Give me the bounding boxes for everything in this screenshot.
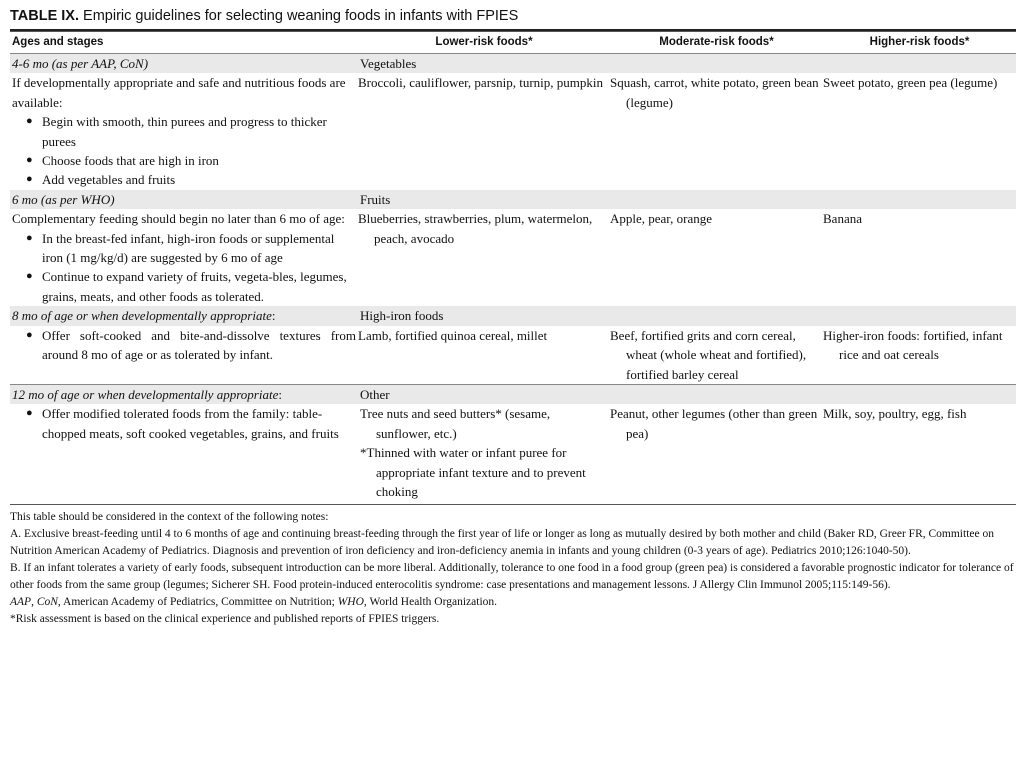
moderate-risk-foods: Beef, fortified grits and corn cereal, wheat (whole wheat and fortified), fortified barley cereal <box>610 327 807 382</box>
moderate-risk-foods: Apple, pear, orange <box>610 211 712 227</box>
weaning-foods-table <box>10 31 1016 501</box>
higher-risk-foods: Milk, soy, poultry, egg, fish <box>823 406 967 422</box>
col-header-moderate-risk: Moderate-risk foods* <box>659 36 774 48</box>
stage-row <box>10 190 1016 209</box>
food-category: Fruits <box>358 190 610 209</box>
guideline-bullet: ● Offer modified tolerated foods from the family: table-chopped meats, soft cooked vegetables, grains, and fruits <box>12 404 356 443</box>
col-header-higher-risk: Higher-risk foods* <box>869 36 970 48</box>
moderate-risk-foods: Peanut, other legumes (other than green pea) <box>610 406 818 441</box>
stage-detail-row <box>10 73 1016 189</box>
notes-intro: This table should be considered in the context of the following notes: <box>10 511 329 524</box>
food-category: High-iron foods <box>358 306 610 325</box>
document-page <box>10 6 1016 628</box>
table-notes <box>10 509 1016 628</box>
lower-risk-foods: Broccoli, cauliflower, parsnip, turnip, pumpkin <box>358 75 603 91</box>
abbreviations-note: AAP, CoN, American Academy of Pediatrics, Committee on Nutrition; WHO, World Health Organization. <box>10 596 498 609</box>
stage-label: 6 mo (as per WHO) <box>10 190 358 209</box>
stage-label: 4-6 mo (as per AAP, CoN) <box>10 54 358 74</box>
moderate-risk-foods: Squash, carrot, white potato, green bean (legume) <box>610 75 819 110</box>
higher-risk-foods: Sweet potato, green pea (legume) <box>823 75 998 91</box>
note-b: B. If an infant tolerates a variety of early foods, subsequent introduction can be more liberal. Additionally, tolerance to one food in a food group (green pea) is considered a favorable prognostic indicator for tolerance of other foods from the same group (legumes; Sicherer SH. Food protein-induced enterocolitis syndrome: case presentations and management lessons. J Allergy Clin Immunol 2005;115:149-56). <box>10 562 1014 592</box>
higher-risk-foods: Higher-iron foods: fortified, infant rice and oat cereals <box>823 327 1003 363</box>
stage-detail-row <box>10 404 1016 501</box>
stage-row <box>10 384 1016 404</box>
food-category: Other <box>358 384 610 404</box>
note-a: A. Exclusive breast-feeding until 4 to 6 months of age and continuing breast-feeding through the first year of life or longer as long as mutually desired by both mother and child (Baker RD, Greer FR, Committee on Nutrition American Academy of Pediatrics. Diagnosis and prevention of iron deficiency and iron-deficiency anemia in infants and young children (0-3 years of age). Pediatrics 2010;126:1040-50). <box>10 528 994 558</box>
stage-detail-row <box>10 326 1016 385</box>
lower-risk-foods: Blueberries, strawberries, plum, watermelon, peach, avocado <box>358 211 593 246</box>
stage-label: 12 mo of age or when developmentally appropriate: <box>10 384 358 404</box>
col-header-ages: Ages and stages <box>12 36 104 48</box>
risk-note: *Risk assessment is based on the clinical experience and published reports of FPIES triggers. <box>10 613 440 626</box>
lower-risk-foods: Lamb, fortified quinoa cereal, millet <box>358 327 548 343</box>
guideline-bullet: ● Choose foods that are high in iron <box>12 151 356 170</box>
stage-detail-row <box>10 209 1016 306</box>
col-header-lower-risk: Lower-risk foods* <box>435 36 533 48</box>
stage-row <box>10 54 1016 74</box>
guideline-bullet: ● Add vegetables and fruits <box>12 170 356 189</box>
table-title <box>10 6 1016 26</box>
table-label: TABLE IX. <box>10 8 80 24</box>
stage-intro: If developmentally appropriate and safe and nutritious foods are available: <box>12 75 346 110</box>
stage-label: 8 mo of age or when developmentally appropriate: <box>10 306 358 325</box>
guideline-bullet: ● Begin with smooth, thin purees and progress to thicker purees <box>12 112 356 151</box>
guideline-bullet: ● In the breast-fed infant, high-iron foods or supplemental iron (1 mg/kg/d) are suggested by 6 mo of age <box>12 229 356 268</box>
stage-intro: Complementary feeding should begin no later than 6 mo of age: <box>12 211 345 227</box>
stage-row <box>10 306 1016 325</box>
header-row <box>10 32 1016 54</box>
guideline-bullet: ● Offer soft-cooked and bite-and-dissolve textures from around 8 mo of age or as tolerated by infant. <box>12 326 356 365</box>
bottom-rule <box>10 504 1016 505</box>
lower-risk-footnote: *Thinned with water or infant puree for appropriate infant texture and to prevent choking <box>360 445 586 499</box>
lower-risk-foods: Tree nuts and seed butters* (sesame, sunflower, etc.) <box>360 406 551 441</box>
table-caption: Empiric guidelines for selecting weaning foods in infants with FPIES <box>83 8 519 24</box>
guideline-bullet: ● Continue to expand variety of fruits, vegeta-bles, legumes, grains, meats, and other foods as tolerated. <box>12 267 356 306</box>
food-category: Vegetables <box>358 54 610 74</box>
higher-risk-foods: Banana <box>823 211 862 227</box>
